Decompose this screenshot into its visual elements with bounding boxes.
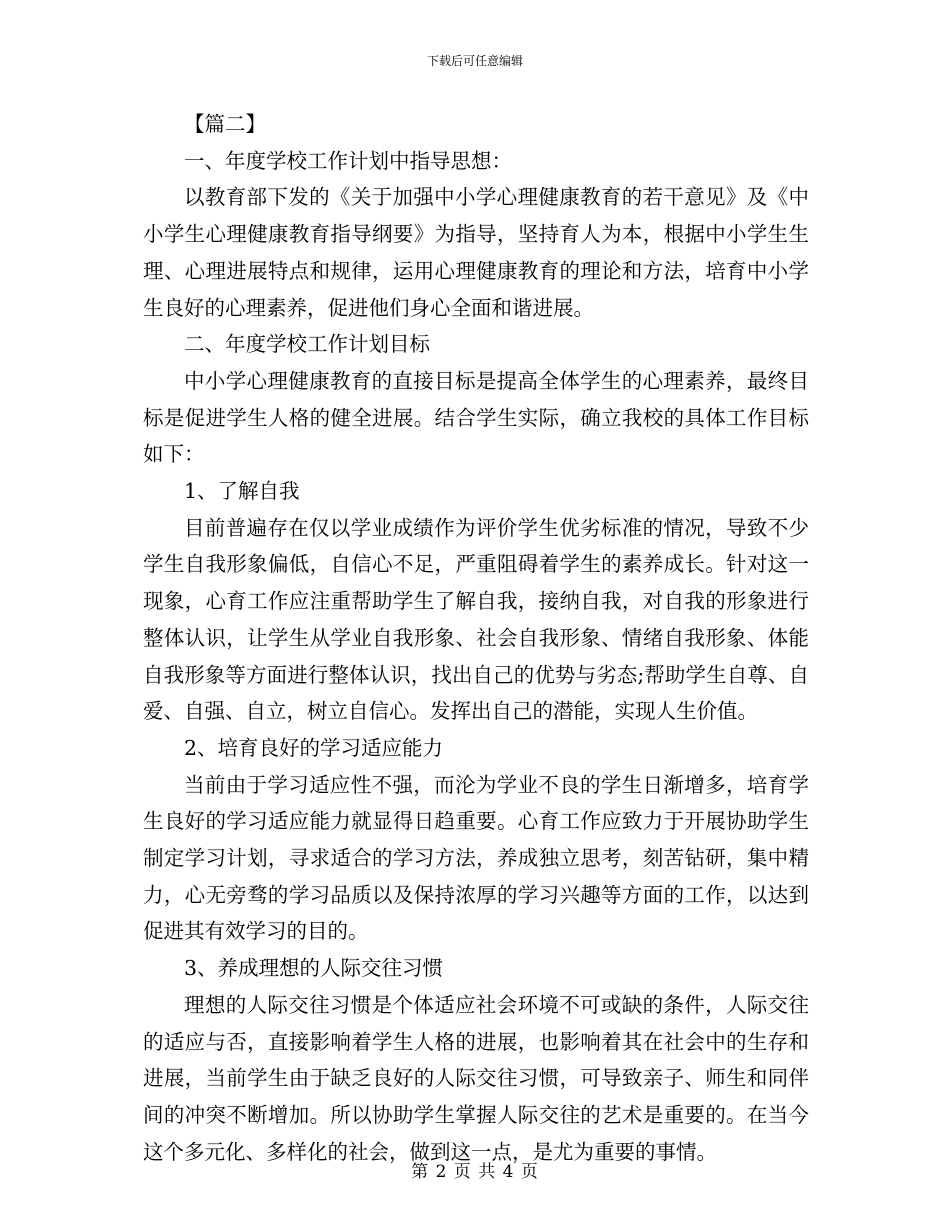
- heading-interpersonal-habits: 3、养成理想的人际交往习惯: [184, 956, 444, 981]
- page-header: 下载后可任意编辑: [426, 54, 523, 68]
- section-marker: 【篇二】: [184, 112, 266, 136]
- heading-know-self: 1、了解自我: [184, 479, 300, 504]
- heading-learning-ability: 2、培育良好的学习适应能力: [184, 735, 444, 760]
- paragraph-plan-goals: 中小学心理健康教育的直接目标是提高全体学生的心理素养，最终目标是促进学生人格的健全进展。结合学生实际，确立我校的具体工作目标如下：: [143, 368, 809, 467]
- paragraph-interpersonal-habits: 理想的人际交往习惯是个体适应社会环境不可或缺的条件，人际交往的适应与否，直接影响着学生人格的进展，也影响着其在社会中的生存和进展，当前学生由于缺乏良好的人际交往习惯，可导致亲子、师生和同伴间的冲突不断增加。所以协助学生掌握人际交往的艺术是重要的。在当今这个多元化、多样化的社会，做到这一点，是尤为重要的事情。: [143, 992, 809, 1164]
- document-body: [143, 106, 809, 1170]
- page-footer: 第 2 页 共 4 页: [411, 1162, 539, 1182]
- paragraph-guiding-ideology: 以教育部下发的《关于加强中小学心理健康教育的若干意见》及《中小学生心理健康教育指导纲要》为指导，坚持育人为本，根据中小学生生理、心理进展特点和规律，运用心理健康教育的理论和方法，培育中小学生良好的心理素养，促进他们身心全面和谐进展。: [143, 185, 809, 320]
- paragraph-learning-ability: 当前由于学习适应性不强，而沦为学业不良的学生日渐增多，培育学生良好的学习适应能力就显得日趋重要。心育工作应致力于开展协助学生制定学习计划，寻求适合的学习方法，养成独立思考，刻苦钻研，集中精力，心无旁骛的学习品质以及保持浓厚的学习兴趣等方面的工作，以达到促进其有效学习的目的。: [143, 772, 809, 944]
- heading-plan-goals: 二、年度学校工作计划目标: [184, 332, 430, 357]
- heading-guiding-ideology: 一、年度学校工作计划中指导思想：: [184, 148, 512, 173]
- paragraph-know-self: 目前普遍存在仅以学业成绩作为评价学生优劣标准的情况，导致不少学生自我形象偏低，自信心不足，严重阻碍着学生的素养成长。针对这一现象，心育工作应注重帮助学生了解自我，接纳自我，对自我的形象进行整体认识，让学生从学业自我形象、社会自我形象、情绪自我形象、体能自我形象等方面进行整体认识，找出自己的优势与劣态;帮助学生自尊、自爱、自强、自立，树立自信心。发挥出自己的潜能，实现人生价值。: [143, 515, 809, 724]
